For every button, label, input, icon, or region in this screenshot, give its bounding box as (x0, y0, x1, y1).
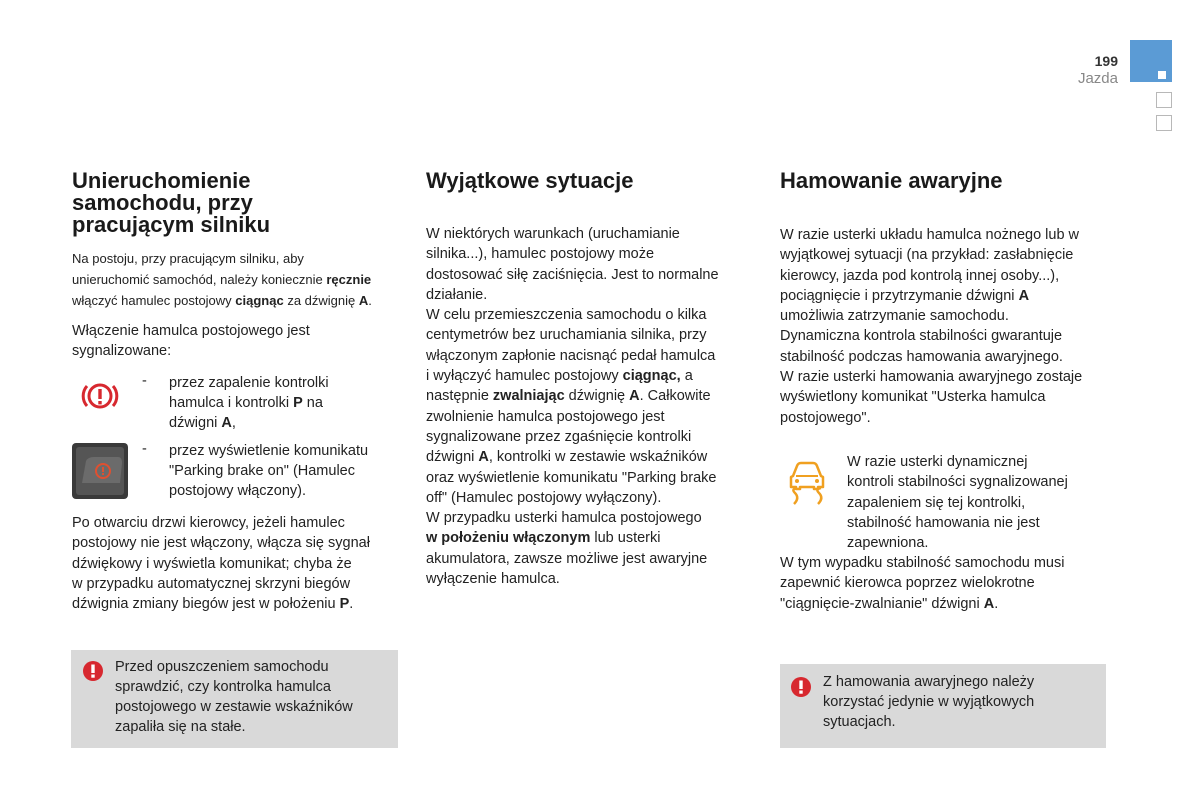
chapter-tab (1156, 92, 1172, 108)
section-title: Wyjątkowe sytuacje (426, 168, 634, 193)
bullet-text: przez zapalenie kontrolki hamulca i kontrolki P na dźwigni A, (169, 375, 329, 431)
chapter-name: Jazda (1077, 70, 1118, 87)
warning-text: Z hamowania awaryjnego należy korzystać jedynie w wyjątkowych sytuacjach. (823, 674, 1035, 730)
section-title: Hamowanie awaryjne (780, 168, 1003, 193)
warning-box (71, 650, 398, 748)
door-paragraph: Po otwarciu drzwi kierowcy, jeżeli hamulec postojowy nie jest włączony, włącza się sygnał dźwiękowy i wyświetla komunikat; chyba że w przypadku automatycznej skrzyni biegów dźwignia zmiany biegów jest w położeniu P. (72, 515, 370, 613)
exceptional-paragraph: W niektórych warunkach (uruchamianie silnika...), hamulec postojowy może dostosować siłę zaciśnięcia. Jest to normalne działanie. W celu przemieszczenia samochodu o kilka centymetrów bez uruchamiania silnika, przy włączonym zapłonie nacisnąć pedał hamulca i wyłączyć hamulec postojowy ciągnąc, a następnie zwalniając dźwignię A. Całkowite zwolnienie hamulca postojowego jest sygnalizowane przez zgaśnięcie kontrolki dźwigni A, kontrolki w zestawie wskaźników oraz wyświetlenie komunikatu "Parking brake off" (Hamulec postojowy wyłączony). W przypadku usterki hamulca postojowego w położeniu włączonym lub usterki akumulatora, zawsze możliwe jest awaryjne wyłączenie hamulca. (426, 226, 719, 588)
exclamation-icon (790, 676, 812, 703)
page-number: 199 (1094, 53, 1118, 69)
esp-paragraph: W razie usterki dynamicznej kontroli stabilności sygnalizowanej zapaleniem się tej kontrolki, stabilność hamowania nie jest zapewniona. (847, 454, 1068, 552)
bullet-dash: - (142, 441, 147, 457)
brake-warning-icon (80, 378, 120, 414)
bullet-text: przez wyświetlenie komunikatu "Parking brake on" (Hamulec postojowy włączony). (169, 443, 369, 499)
stability-paragraph: W tym wypadku stabilność samochodu musi zapewnić kierowca poprzez wielokrotne "ciągnięcie-zwalnianie" dźwigni A. (780, 555, 1065, 612)
chapter-tab-active (1130, 40, 1172, 82)
exclamation-icon (82, 660, 104, 687)
chapter-tab (1156, 115, 1172, 131)
warning-text: Przed opuszczeniem samochodu sprawdzić, czy kontrolka hamulca postojowego w zestawie wskaźników zapaliła się na stałe. (115, 659, 353, 735)
emergency-paragraph: W razie usterki układu hamulca nożnego lub w wyjątkowej sytuacji (na przykład: zasłabnięcie kierowcy, jazda pod kontrolą innej osoby...), pociągnięcie i przytrzymanie dźwigni A umożliwia zatrzymanie samochodu. Dynamiczna kontrola stabilności gwarantuje stabilność podczas hamowania awaryjnego. W razie usterki hamowania awaryjnego zostaje wyświetlony komunikat "Usterka hamulca postojowego". (780, 227, 1083, 426)
section-title: Unieruchomienie samochodu, przy pracującym silniku (72, 168, 271, 237)
parking-brake-switch-icon (72, 443, 128, 499)
warning-box (780, 664, 1106, 748)
bullet-dash: - (142, 373, 147, 389)
intro-paragraph: Na postoju, przy pracującym silniku, aby unieruchomić samochód, należy koniecznie ręcznie włączyć hamulec postojowy ciągnąc za dźwignię A. (72, 251, 372, 308)
esp-skid-icon (784, 458, 830, 506)
signal-paragraph: Włączenie hamulca postojowego jest sygnalizowane: (72, 323, 310, 360)
